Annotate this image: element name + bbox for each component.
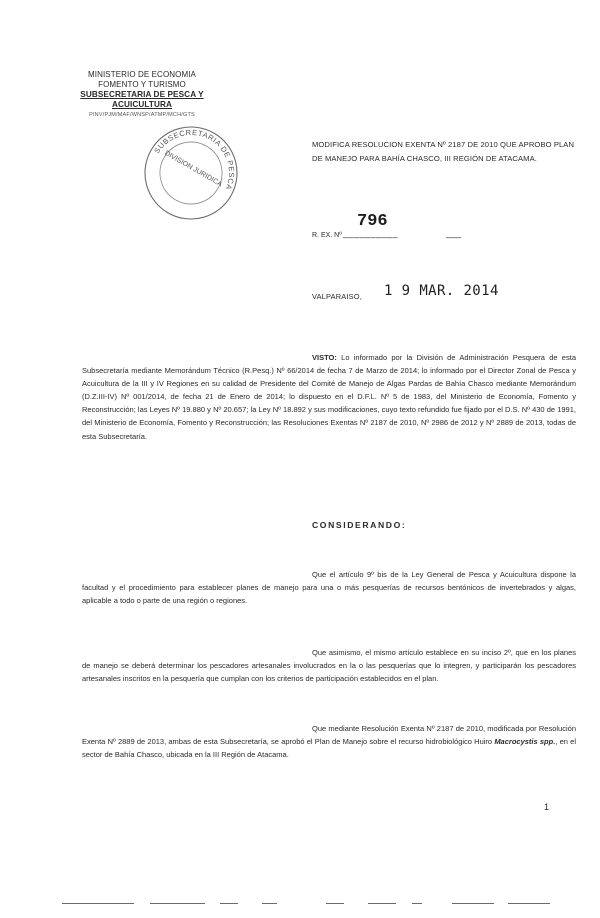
- stamp-inner-text: DIVISION JURIDICA: [163, 149, 224, 189]
- footer-line: [368, 903, 396, 904]
- resolution-number: 796: [357, 212, 388, 231]
- document-title: MODIFICA RESOLUCION EXENTA Nº 2187 DE 2010 QUE APROBO PLAN DE MANEJO PARA BAHÍA CHASCO, III REGIÓN DE ATACAMA.: [312, 140, 575, 163]
- paragraph-3-text-before: Que mediante Resolución Exenta Nº 2187 de 2010, modificada por Resolución Exenta Nº 2889 de 2013, ambas de esta Subsecretaría, se aprobó el Plan de Manejo sobre el recurso hidrobiológico Huiro: [82, 724, 576, 747]
- visto-text: Lo informado por la División de Administración Pesquera de esta Subsecretaría mediante Memorándum Técnico (R.Pesq.) Nº 66/2014 de fecha 7 de Marzo de 2014; lo informado por el Director Zonal de Pesca y Acuicultura de la III y IV Regiones en su calidad de Presidente del Comité de Manejo de Algas Pardas de Bahía Chasco mediante Memorándum (D.Z.III-IV) Nº 001/2014, de fecha 21 de Enero de 2014; lo dispuesto en el D.F.L. Nº 5 de 1983, del Ministerio de Economía, Fomento y Reconstrucción; las Leyes Nº 19.880 y Nº 20.657; la Ley Nº 18.892 y sus modificaciones, cuyo texto refundido fue fijado por el D.S. Nº 430 de 1991, del Ministerio de Economía, Fomento y Reconstrucción; las Resoluciones Exentas Nº 2187 de 2010, Nº 2986 de 2012 y Nº 2889 de 2013, todas de esta Subsecretaría.: [82, 353, 576, 441]
- species-name: Macrocystis spp.: [494, 737, 556, 747]
- visto-paragraph: [82, 351, 576, 443]
- ministry-header: [52, 70, 232, 120]
- page-number: 1: [544, 802, 550, 812]
- footer-line: [220, 903, 238, 904]
- considerando-paragraph-2: Que asimismo, el mismo artículo establece en su inciso 2º, que en los planes de manejo se deberá determinar los pescadores artesanales involucrados en la o las pesquerías que lo integren, y participarán los pescadores artesanales inscritos en la pesquería que cumplan con los criterios de participación establecidos en el plan.: [82, 648, 576, 684]
- footer-line: [150, 903, 205, 904]
- footer-line: [262, 903, 277, 904]
- stamp-outer-text: SUBSECRETARIA DE PESCA: [152, 127, 237, 192]
- considerando-paragraph-3: [82, 722, 576, 761]
- considerando-heading: CONSIDERANDO:: [312, 520, 407, 530]
- place: VALPARAISO,: [312, 292, 362, 301]
- footer-line: [412, 903, 422, 904]
- ministry-name-line2: FOMENTO Y TURISMO: [98, 80, 186, 89]
- date-stamp: 1 9 MAR. 2014: [384, 283, 499, 299]
- reference-initials: PINV/PJM/MAF/WNSP/ATMP/MCH/GTS: [89, 112, 195, 118]
- resolution-label: R. EX. Nº: [312, 232, 342, 239]
- footer-line: [62, 903, 134, 904]
- paragraph-3-text-after: , en el sector de Bahía Chasco, ubicada en la III Región de Atacama.: [82, 737, 577, 760]
- footer-line: [326, 903, 344, 904]
- resolution-blank: __________: [343, 228, 399, 238]
- footer-line: [452, 903, 494, 904]
- resolution-blank-short: ___: [446, 228, 462, 238]
- subsecretaria-name: SUBSECRETARIA DE PESCA Y ACUICULTURA: [80, 90, 204, 109]
- considerando-paragraph-1: Que el artículo 9º bis de la Ley General de Pesca y Acuicultura dispone la facultad y el procedimiento para establecer planes de manejo para una o más pesquerías de recursos bentónicos de invertebrados y algas, aplicable a todo o parte de una región o regiones.: [82, 570, 576, 606]
- footer-line: [508, 903, 550, 904]
- division-juridica-stamp: [136, 118, 246, 228]
- ministry-name-line1: MINISTERIO DE ECONOMIA: [88, 70, 196, 79]
- visto-label: VISTO:: [312, 353, 337, 362]
